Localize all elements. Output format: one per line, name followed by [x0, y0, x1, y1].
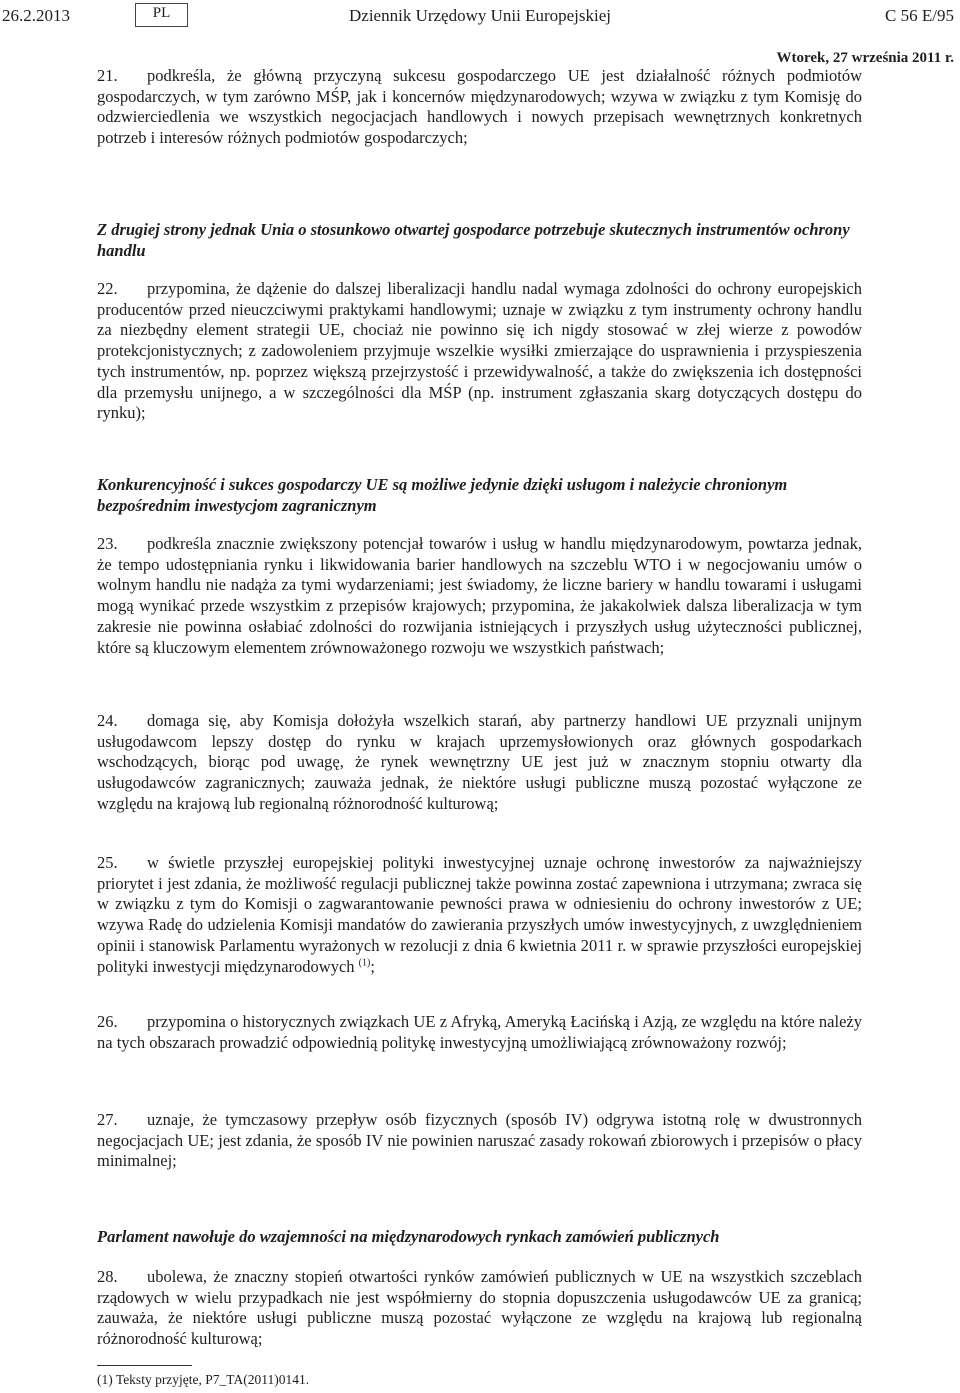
paragraph-25 [97, 853, 862, 977]
footnote-separator [97, 1365, 192, 1366]
paragraph-27 [97, 1110, 862, 1172]
paragraph-24 [97, 711, 862, 815]
journal-header [0, 3, 960, 29]
paragraph-text: przypomina, że dążenie do dalszej liberalizacji handlu nadal wymaga zdolności do ochrony europejskich producentów przed nieuczciwymi praktykami handlowymi; uznaje w związku z tym instrumenty ochrony handlu za niezbędny element strategii UE, chociaż nie powinno się ich nigdy stosować w złej wierze z powodów protekcjonistycznych; z zadowoleniem przyjmuje wszelkie wysiłki zmierzające do usprawnienia i przyspieszenia tych instrumentów, np. poprzez większą przejrzystość i przewidywalność, a także do zwiększenia ich dostępności dla przemysłu unijnego, a w szczególności dla MŚP (np. instrument zgłaszania skarg dotyczących dostępu do rynku); [97, 279, 862, 423]
paragraph-21 [97, 66, 862, 149]
paragraph-text: podkreśla, że główną przyczyną sukcesu gospodarczego UE jest działalność różnych podmiotów gospodarczych, w tym zarówno MŚP, jak i koncernów międzynarodowych; wzywa w związku z tym Komisję do odzwierciedlenia we wszystkich negocjacjach handlowych i nowych przepisach wewnętrznych konkretnych potrzeb i interesów różnych podmiotów gospodarczych; [97, 66, 862, 148]
paragraph-22 [97, 279, 862, 424]
paragraph-text: podkreśla znacznie zwiększony potencjał towarów i usług w handlu międzynarodowym, powtarza jednak, że tempo udostępniania rynku i likwidowania barier handlowych na szczeblu WTO i w negocjowaniu umów o wolnym handlu nie nadąża za tymi wydarzeniami; jest świadomy, że liczne bariery w handlu towarami i usługami mogą wynikać przede wszystkim z przepisów krajowych; przypomina, że jakakolwiek dalsza liberalizacja w tym zakresie nie powinna osłabiać zdolności do rozwijania istniejących i przyszłych usług użyteczności publicznej, które są kluczowym elementem zrównoważonego rozwoju we wszystkich państwach; [97, 534, 862, 657]
paragraph-number: 22. [97, 279, 118, 298]
paragraph-text: przypomina o historycznych związkach UE z Afryką, Ameryką Łacińską i Azją, ze względu na które należy na tych obszarach prowadzić odpowiednią politykę inwestycyjną umożliwiającą zrównoważony rozwój; [97, 1012, 862, 1052]
journal-title: Dziennik Urzędowy Unii Europejskiej [349, 6, 612, 25]
paragraph-number: 27. [97, 1110, 118, 1129]
section-heading-trade-defence: Z drugiej strony jednak Unia o stosunkowo otwartej gospodarce potrzebuje skutecznych instrumentów ochrony handlu [97, 220, 850, 260]
footnote-reference[interactable]: (1) [358, 957, 371, 969]
publication-date: 26.2.2013 [2, 6, 70, 25]
paragraph-number: 26. [97, 1012, 118, 1031]
paragraph-26 [97, 1012, 862, 1053]
section-heading-public-procurement: Parlament nawołuje do wzajemności na międzynarodowych rynkach zamówień publicznych [97, 1227, 720, 1246]
paragraph-number: 28. [97, 1267, 118, 1286]
paragraph-number: 23. [97, 534, 118, 553]
paragraph-text: domaga się, aby Komisja dołożyła wszelkich starań, aby partnerzy handlowi UE przyznali unijnym usługodawcom lepszy dostęp do rynku w krajach uprzemysłowionych oraz głównych gospodarkach wschodzących, biorąc pod uwagę, że rynek wewnętrzny UE jest już w znacznym stopniu otwarty dla usługodawców zagranicznych; zauważa jednak, że niektóre usługi publiczne muszą pozostać wyłączone ze względu na krajową lub regionalną różnorodność kulturową; [97, 711, 862, 813]
paragraph-number: 25. [97, 853, 118, 872]
paragraph-text: uznaje, że tymczasowy przepływ osób fizycznych (sposób IV) odgrywa istotną rolę w dwustronnych negocjacjach UE; jest zdania, że sposób IV nie powinien naruszać zasady rokowań zbiorowych i przepisów o płacy minimalnej; [97, 1110, 862, 1171]
paragraph-28 [97, 1267, 862, 1350]
section-heading-services-investment: Konkurencyjność i sukces gospodarczy UE są możliwe jedynie dzięki usługom i należycie chronionym bezpośrednim inwestycjom zagranicznym [97, 475, 788, 515]
paragraph-text: ubolewa, że znaczny stopień otwartości rynków zamówień publicznych w UE na wszystkich szczeblach rządowych w wielu przypadkach nie jest współmierny do stopnia dopuszczenia usługodawców UE za granicą; zauważa, że niektóre usługi publiczne muszą pozostać wyłączone ze względu na krajową lub regionalną różnorodność kulturową; [97, 1267, 862, 1349]
journal-reference: C 56 E/95 [885, 6, 954, 25]
sitting-date: Wtorek, 27 września 2011 r. [776, 50, 954, 66]
paragraph-23 [97, 534, 862, 658]
footnote-marker: (1) [97, 1372, 113, 1387]
footnote [97, 1371, 309, 1389]
footnote-text: Teksty przyjęte, P7_TA(2011)0141. [115, 1372, 310, 1387]
paragraph-tail: ; [370, 956, 375, 976]
language-code-box: PL [135, 3, 188, 27]
paragraph-number: 21. [97, 66, 118, 85]
paragraph-number: 24. [97, 711, 118, 730]
paragraph-text: w świetle przyszłej europejskiej polityki inwestycyjnej uznaje ochronę inwestorów za najważniejszy priorytet i jest zdania, że możliwość regulacji publicznej także powinna zostać zapewniona i utrzymana; zwraca się w związku z tym do Komisji o zagwarantowanie pewności prawa w odniesieniu do ochrony inwestorów z UE; wzywa Radę do udzielenia Komisji mandatów do zawierania przyszłych umów inwestycyjnych, z uwzględnieniem opinii i stanowisk Parlamentu wyrażonych w rezolucji z dnia 6 kwietnia 2011 r. w sprawie przyszłości europejskiej polityki inwestycji międzynarodowych [97, 853, 862, 976]
